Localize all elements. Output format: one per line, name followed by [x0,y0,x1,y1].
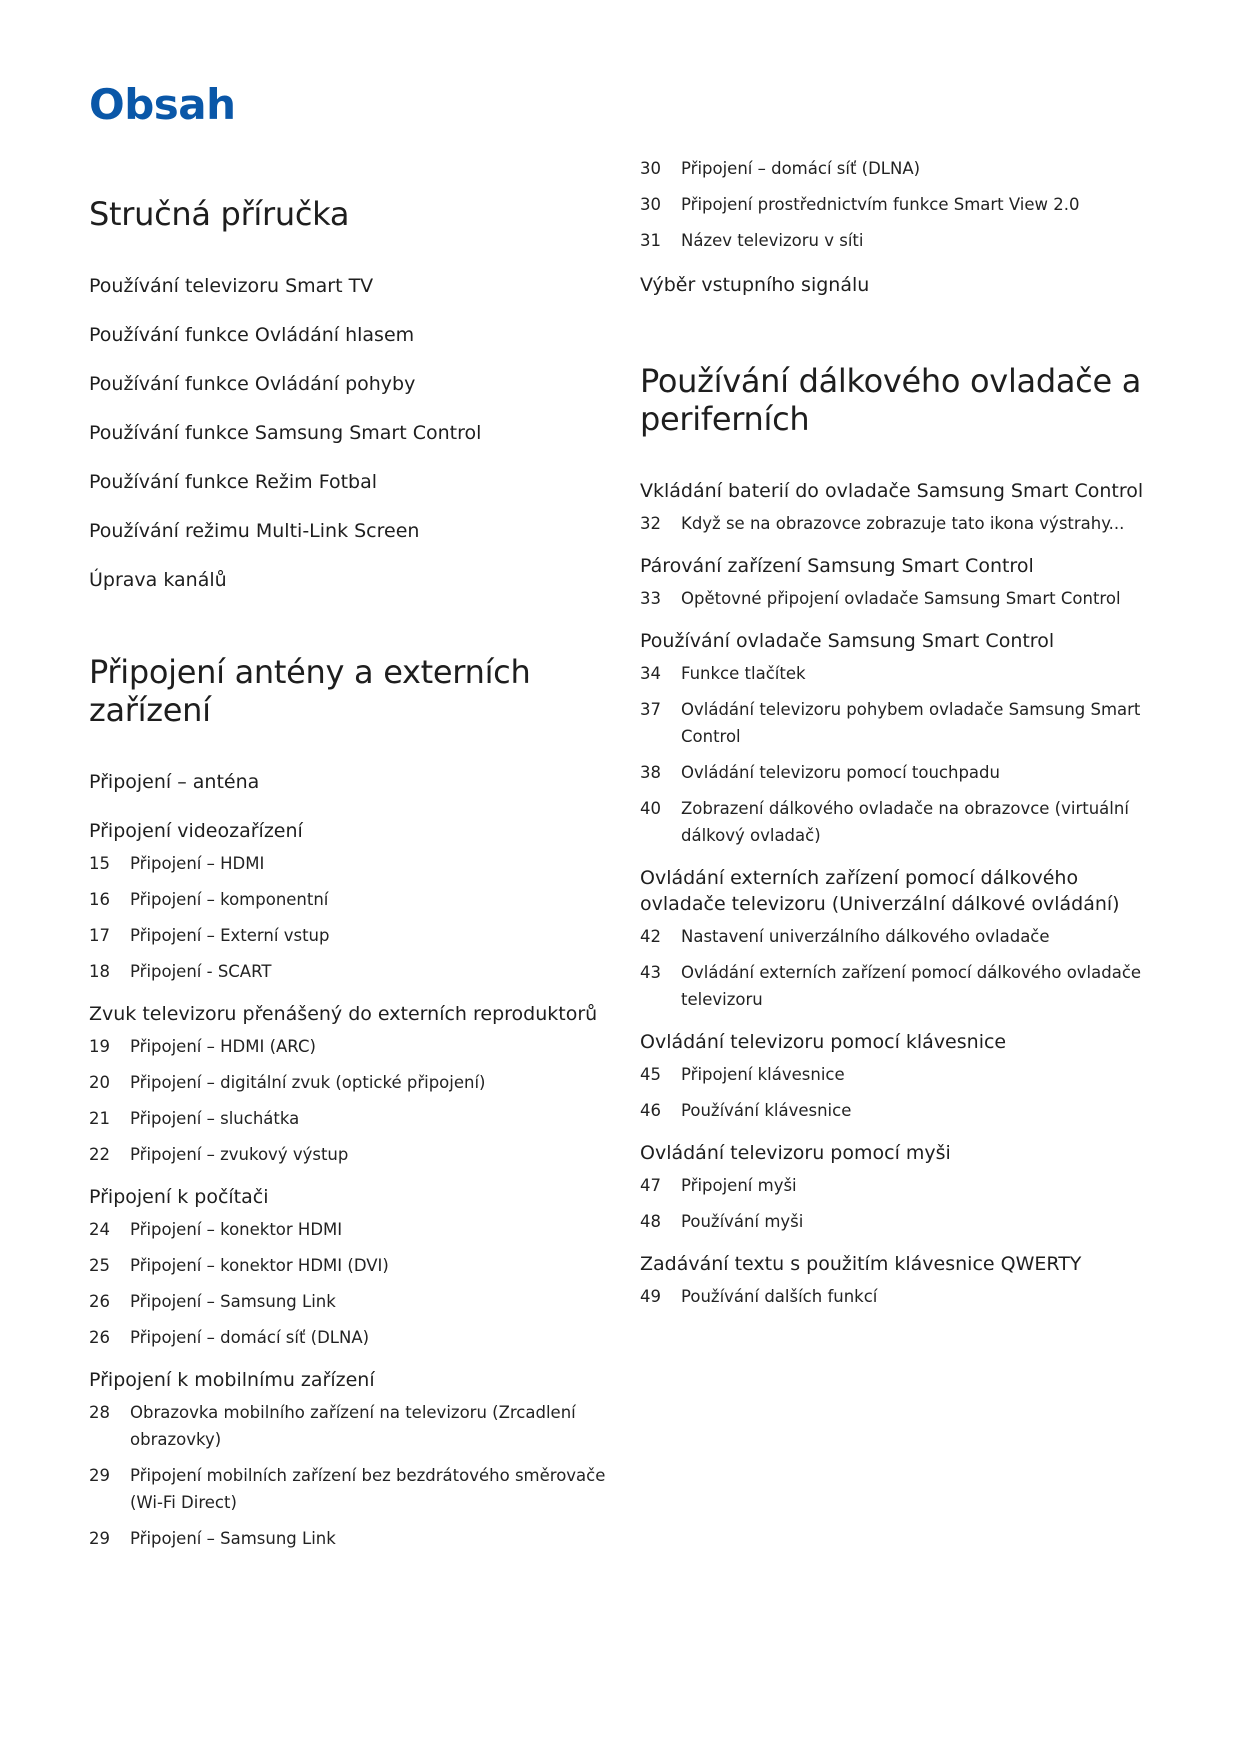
page-number: 20 [89,1073,110,1092]
subitem-title: Připojení – HDMI (ARC) [130,1037,316,1056]
continued-subitems [640,155,1160,254]
subitem-title: Ovládání externích zařízení pomocí dálkového ovladače televizoru [681,963,1142,1009]
page-number: 45 [640,1065,661,1084]
subitem-title: Připojení – Externí vstup [130,926,330,945]
toc-subitem[interactable] [640,959,1160,1013]
page-number: 32 [640,514,661,533]
page-title: Obsah [89,80,236,129]
toc-topic[interactable]: Připojení videozařízení [89,820,303,842]
toc-subitem[interactable] [640,923,1160,950]
subitem-title: Připojení – digitální zvuk (optické připojení) [130,1073,486,1092]
toc-topic[interactable]: Používání ovladače Samsung Smart Control [640,630,1055,652]
subitem-title: Zobrazení dálkového ovladače na obrazovce (virtuální dálkový ovladač) [681,799,1129,845]
toc-subitem-list [640,1061,1160,1124]
page-number: 16 [89,890,110,909]
page-number: 24 [89,1220,110,1239]
subitem-title: Připojení – Samsung Link [130,1292,336,1311]
toc-subitem[interactable] [640,759,1160,786]
toc-topic[interactable]: Používání funkce Ovládání pohyby [89,373,416,395]
subitem-title: Připojení – domácí síť (DLNA) [130,1328,370,1347]
subitem-title: Používání klávesnice [681,1101,852,1120]
toc-subitem[interactable] [89,1141,619,1168]
toc-topic[interactable]: Používání režimu Multi-Link Screen [89,520,420,542]
toc-subitem[interactable] [640,191,1160,218]
page-number: 19 [89,1037,110,1056]
left-column [89,0,619,1568]
toc-topic[interactable]: Připojení k mobilnímu zařízení [89,1369,375,1391]
toc-subitem-list [640,1172,1160,1235]
toc-topic[interactable]: Používání funkce Ovládání hlasem [89,324,415,346]
toc-subitem[interactable] [89,1324,619,1351]
toc-subitem[interactable] [640,155,1160,182]
page-number: 40 [640,799,661,818]
page-number: 30 [640,195,661,214]
page-number: 46 [640,1101,661,1120]
toc-subitem[interactable] [89,1033,619,1060]
page-number: 47 [640,1176,661,1195]
subitem-title: Funkce tlačítek [681,664,806,683]
page-number: 17 [89,926,110,945]
page-number: 29 [89,1529,110,1548]
toc-topic[interactable]: Používání televizoru Smart TV [89,275,374,297]
toc-subitem[interactable] [89,1069,619,1096]
section-heading: Používání dálkového ovladače a periferních [640,362,1142,438]
subitem-title: Připojení – konektor HDMI (DVI) [130,1256,389,1275]
toc-topic[interactable]: Vkládání baterií do ovladače Samsung Smart Control [640,480,1144,502]
toc-subitem[interactable] [89,850,619,877]
page-number: 31 [640,231,661,250]
page-number: 33 [640,589,661,608]
page-number: 30 [640,159,661,178]
toc-subitem-list [89,1033,619,1168]
subitem-title: Připojení – komponentní [130,890,329,909]
toc-topic[interactable]: Používání funkce Samsung Smart Control [89,422,482,444]
toc-subitem[interactable] [640,696,1160,750]
toc-subitem[interactable] [640,1061,1160,1088]
toc-subitem[interactable] [89,1525,619,1552]
subitem-title: Připojení – konektor HDMI [130,1220,343,1239]
toc-subitem[interactable] [89,922,619,949]
toc-subitem[interactable] [640,227,1160,254]
subitem-title: Obrazovka mobilního zařízení na televizoru (Zrcadlení obrazovky) [130,1403,576,1449]
subitem-title: Název televizoru v síti [681,231,864,250]
toc-topic[interactable]: Používání funkce Režim Fotbal [89,471,378,493]
page-number: 48 [640,1212,661,1231]
subitem-title: Opětovné připojení ovladače Samsung Smart Control [681,589,1121,608]
toc-topic-input-signal[interactable]: Výběr vstupního signálu [640,274,870,296]
toc-subitem[interactable] [89,886,619,913]
toc-topic[interactable]: Zadávání textu s použitím klávesnice QWERTY [640,1253,1082,1275]
page-number: 42 [640,927,661,946]
page-number: 37 [640,700,661,719]
toc-topic[interactable]: Zvuk televizoru přenášený do externích reproduktorů [89,1003,598,1025]
toc-subitem-list [640,510,1160,537]
subitem-title: Připojení myši [681,1176,797,1195]
toc-subitem[interactable] [640,585,1160,612]
toc-subitem-list [89,850,619,985]
toc-topic[interactable]: Ovládání televizoru pomocí klávesnice [640,1031,1007,1053]
toc-topic[interactable]: Ovládání externích zařízení pomocí dálkového ovladače televizoru (Univerzální dálkové ovládání) [640,867,1120,915]
toc-subitem-list [640,660,1160,849]
subitem-title: Připojení – zvukový výstup [130,1145,349,1164]
toc-subitem[interactable] [640,660,1160,687]
toc-subitem[interactable] [89,1399,619,1453]
subitem-title: Připojení - SCART [130,962,272,981]
subitem-title: Nastavení univerzálního dálkového ovladače [681,927,1050,946]
subitem-title: Připojení klávesnice [681,1065,845,1084]
toc-subitem-list [89,1399,619,1552]
section-heading: Připojení antény a externích zařízení [89,653,531,729]
page-number: 26 [89,1292,110,1311]
subitem-title: Ovládání televizoru pomocí touchpadu [681,763,1000,782]
toc-subitem[interactable] [89,1216,619,1243]
subitem-title: Připojení – HDMI [130,854,265,873]
page-number: 26 [89,1328,110,1347]
toc-topic[interactable]: Ovládání televizoru pomocí myši [640,1142,951,1164]
page-number: 38 [640,763,661,782]
toc-topic[interactable]: Připojení k počítači [89,1186,269,1208]
toc-subitem-list [640,923,1160,1013]
page-number: 25 [89,1256,110,1275]
toc-subitem[interactable] [640,795,1160,849]
toc-subitem[interactable] [640,1283,1160,1310]
page-number: 15 [89,854,110,873]
toc-subitem[interactable] [640,1097,1160,1124]
subitem-title: Připojení – sluchátka [130,1109,300,1128]
toc-subitem[interactable] [640,510,1160,537]
toc-topic[interactable]: Úprava kanálů [89,569,227,591]
toc-topic[interactable]: Párování zařízení Samsung Smart Control [640,555,1034,577]
subitem-title: Ovládání televizoru pohybem ovladače Samsung Smart Control [681,700,1141,746]
subitem-title: Používání dalších funkcí [681,1287,878,1306]
page-number: 34 [640,664,661,683]
toc-subitem[interactable] [89,1462,619,1516]
toc-subitem[interactable] [640,1172,1160,1199]
subitem-title: Připojení mobilních zařízení bez bezdrátového směrovače (Wi-Fi Direct) [130,1466,606,1512]
page-number: 28 [89,1403,110,1422]
subitem-title: Připojení – Samsung Link [130,1529,336,1548]
toc-subitem[interactable] [640,1208,1160,1235]
toc-subitem[interactable] [89,1252,619,1279]
subitem-title: Připojení – domácí síť (DLNA) [681,159,921,178]
subitem-title: Používání myši [681,1212,804,1231]
page-number: 43 [640,963,661,982]
toc-subitem-list [640,585,1160,612]
toc-subitem[interactable] [89,1105,619,1132]
page-number: 22 [89,1145,110,1164]
toc-subitem-list [89,1216,619,1351]
subitem-title: Připojení prostřednictvím funkce Smart View 2.0 [681,195,1080,214]
page-number: 18 [89,962,110,981]
subitem-title: Když se na obrazovce zobrazuje tato ikona výstrahy... [681,514,1125,533]
section-heading: Stručná příručka [89,195,350,233]
toc-subitem[interactable] [89,1288,619,1315]
page-number: 49 [640,1287,661,1306]
page-number: 21 [89,1109,110,1128]
right-column [640,0,1160,1326]
toc-subitem-list [640,1283,1160,1310]
toc-topic[interactable]: Připojení – anténa [89,771,260,793]
right-sections [640,362,1160,1310]
page-number: 29 [89,1466,110,1485]
toc-subitem[interactable] [89,958,619,985]
